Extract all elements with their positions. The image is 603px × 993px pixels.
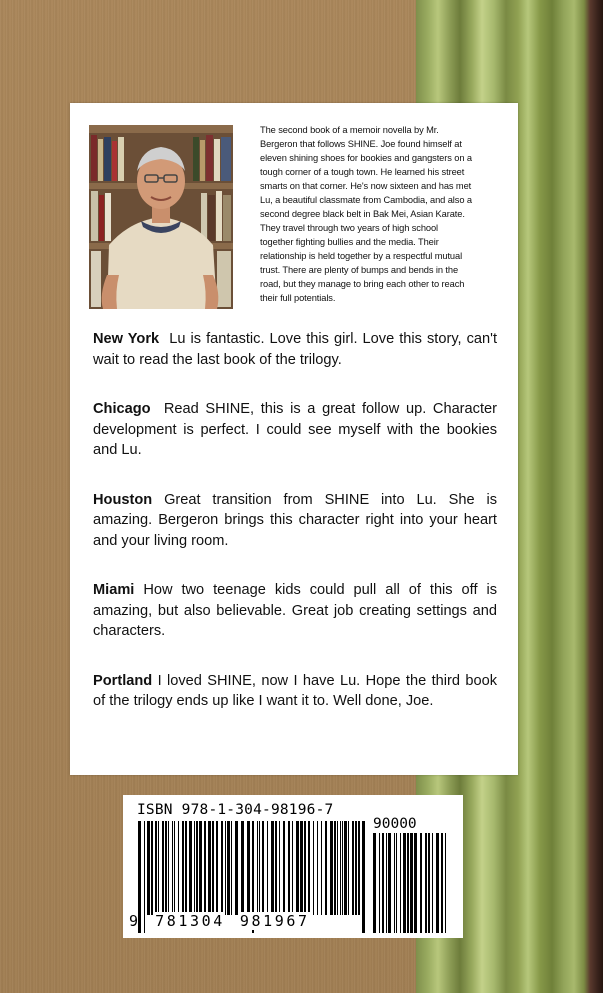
isbn-barcode	[123, 795, 463, 938]
review-city: Houston	[93, 491, 153, 508]
review-city: Portland	[93, 672, 153, 689]
blurb-line: their full potentials.	[260, 293, 336, 303]
blurb-line: second degree black belt in Bak Mei, Asian Karate.	[260, 209, 465, 219]
blurb-line: tough corner of a tough town. He learned his street	[260, 167, 465, 177]
review-text: Lu is fantastic. Love this girl. Love this story, can't wait to read the last book of the trilogy.	[93, 331, 497, 368]
review-item	[93, 490, 497, 552]
review-text: How two teenage kids could pull all of this off is amazing, but also believable. Great job creating settings and characters.	[93, 582, 497, 639]
blurb-line: Lu, a beautiful classmate from Cambodia, and also a	[260, 195, 472, 205]
barcode-digits	[129, 912, 369, 930]
isbn-label: ISBN 978-1-304-98196-7	[137, 802, 334, 818]
blurb-line: They travel through two years of high school	[260, 223, 439, 233]
blurb-line: eleven shining shoes for bookies and gangsters on a	[260, 153, 472, 163]
barcode-digits-right: 981967	[239, 912, 310, 930]
author-photo-illustration	[89, 125, 233, 309]
review-city: Chicago	[93, 401, 151, 417]
blurb-line: The second book of a memoir novella by Mr.	[260, 125, 439, 135]
book-blurb	[260, 123, 512, 305]
review-item	[93, 671, 497, 712]
review-item	[93, 329, 497, 370]
blurb-line: trust. There are plenty of bumps and bends in the	[260, 265, 459, 275]
barcode-digits-left: 781304	[155, 912, 225, 930]
review-item	[93, 580, 497, 642]
text-panel	[70, 103, 518, 775]
barcode-digit-first: 9	[129, 912, 139, 930]
review-text: Great transition from SHINE into Lu. She is amazing. Bergeron brings this character right into your heart and your living room.	[93, 491, 497, 549]
review-city: Miami	[93, 582, 135, 598]
price-addon-code: 90000	[373, 816, 417, 832]
blurb-line: smarts on that corner. He's now sixteen and has met	[260, 181, 472, 191]
review-city: New York	[93, 331, 160, 347]
blurb-line: together fighting bullies and the media. Their	[260, 237, 439, 247]
review-text: I loved SHINE, now I have Lu. Hope the third book of the trilogy ends up like I want it to. Well done, Joe.	[93, 672, 497, 709]
author-photo	[89, 125, 233, 309]
blurb-line: Bergeron that follows SHINE. Joe found himself at	[260, 139, 462, 149]
reader-reviews	[93, 329, 497, 741]
addon-barcode-bars	[372, 833, 450, 933]
blurb-line: road, but they manage to bring each other to reach	[260, 279, 465, 289]
review-text: Read SHINE, this is a great follow up. Character development is perfect. I could see myself with the bookies and Lu.	[93, 401, 497, 458]
review-item	[93, 399, 497, 461]
blurb-line: relationship is held together by a respectful mutual	[260, 251, 463, 261]
